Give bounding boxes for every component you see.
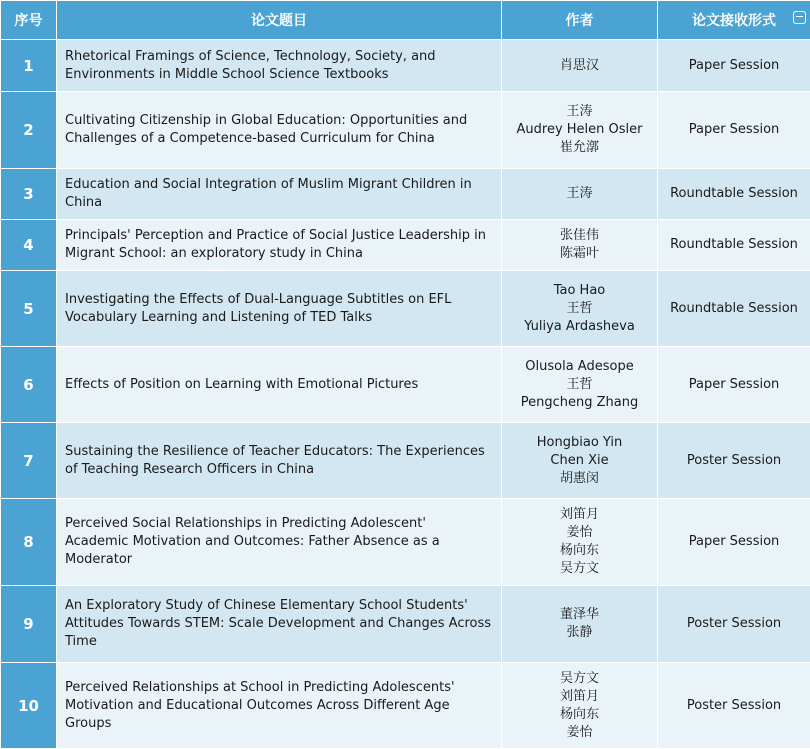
header-session [658,1,810,40]
paper-authors [502,271,658,347]
paper-authors [502,92,658,169]
paper-title: Investigating the Effects of Dual-Language Subtitles on EFL Vocabulary Learning and Listening of TED Talks [57,271,502,347]
table-row [1,663,810,749]
session-type: Roundtable Session [658,220,810,271]
session-type: Paper Session [658,499,810,586]
session-type: Paper Session [658,40,810,92]
table-row [1,40,810,92]
paper-authors [502,423,658,499]
author-name: Audrey Helen Osler [502,121,657,139]
author-name: 吴方文 [502,670,657,688]
row-number: 7 [1,423,57,499]
table-row [1,220,810,271]
session-type: Paper Session [658,347,810,423]
author-name: 胡惠闵 [502,470,657,488]
paper-title: Cultivating Citizenship in Global Education: Opportunities and Challenges of a Competence-based Curriculum for China [57,92,502,169]
author-name: Chen Xie [502,452,657,470]
author-name: 王涛 [502,103,657,121]
paper-title: Rhetorical Framings of Science, Technology, Society, and Environments in Middle School Science Textbooks [57,40,502,92]
paper-authors [502,40,658,92]
row-number: 2 [1,92,57,169]
row-number: 4 [1,220,57,271]
row-number: 5 [1,271,57,347]
row-number: 6 [1,347,57,423]
author-name: 王哲 [502,300,657,318]
author-name: 张静 [502,624,657,642]
table-row [1,169,810,220]
author-name: Pengcheng Zhang [502,394,657,412]
header-title: 论文题目 [57,1,502,40]
session-type: Roundtable Session [658,271,810,347]
table-row [1,423,810,499]
header-session-label: 论文接收形式 [692,13,776,29]
session-type: Poster Session [658,663,810,749]
author-name: 刘笛月 [502,688,657,706]
table-header-row [1,1,810,40]
paper-authors [502,220,658,271]
author-name: 王哲 [502,376,657,394]
export-icon[interactable] [793,11,806,24]
paper-authors [502,347,658,423]
author-name: 陈霜叶 [502,245,657,263]
author-name: 吴方文 [502,560,657,578]
table-row [1,499,810,586]
author-name: 肖思汉 [502,57,657,75]
session-type: Roundtable Session [658,169,810,220]
table-row [1,92,810,169]
author-name: 杨向东 [502,706,657,724]
author-name: Olusola Adesope [502,358,657,376]
author-name: Yuliya Ardasheva [502,318,657,336]
session-type: Paper Session [658,92,810,169]
paper-title: Education and Social Integration of Muslim Migrant Children in China [57,169,502,220]
header-num: 序号 [1,1,57,40]
author-name: 王涛 [502,185,657,203]
author-name: Tao Hao [502,282,657,300]
paper-title: An Exploratory Study of Chinese Elementary School Students' Attitudes Towards STEM: Scale Development and Changes Across Time [57,586,502,663]
session-type: Poster Session [658,423,810,499]
paper-title: Principals' Perception and Practice of Social Justice Leadership in Migrant School: an exploratory study in China [57,220,502,271]
author-name: 崔允漷 [502,139,657,157]
author-name: 刘笛月 [502,506,657,524]
row-number: 3 [1,169,57,220]
table-row [1,586,810,663]
row-number: 1 [1,40,57,92]
paper-authors [502,586,658,663]
row-number: 8 [1,499,57,586]
paper-title: Effects of Position on Learning with Emotional Pictures [57,347,502,423]
paper-authors [502,499,658,586]
author-name: 姜怡 [502,724,657,742]
paper-title: Perceived Relationships at School in Predicting Adolescents' Motivation and Educational Outcomes Across Different Age Groups [57,663,502,749]
row-number: 9 [1,586,57,663]
header-authors: 作者 [502,1,658,40]
table-row [1,271,810,347]
author-name: 董泽华 [502,606,657,624]
author-name: Hongbiao Yin [502,434,657,452]
paper-title: Perceived Social Relationships in Predicting Adolescent' Academic Motivation and Outcomes: Father Absence as a Moderator [57,499,502,586]
session-type: Poster Session [658,586,810,663]
table-row [1,347,810,423]
paper-title: Sustaining the Resilience of Teacher Educators: The Experiences of Teaching Research Officers in China [57,423,502,499]
row-number: 10 [1,663,57,749]
author-name: 杨向东 [502,542,657,560]
paper-authors [502,663,658,749]
author-name: 张佳伟 [502,227,657,245]
paper-authors [502,169,658,220]
table-body [1,40,810,749]
author-name: 姜怡 [502,524,657,542]
